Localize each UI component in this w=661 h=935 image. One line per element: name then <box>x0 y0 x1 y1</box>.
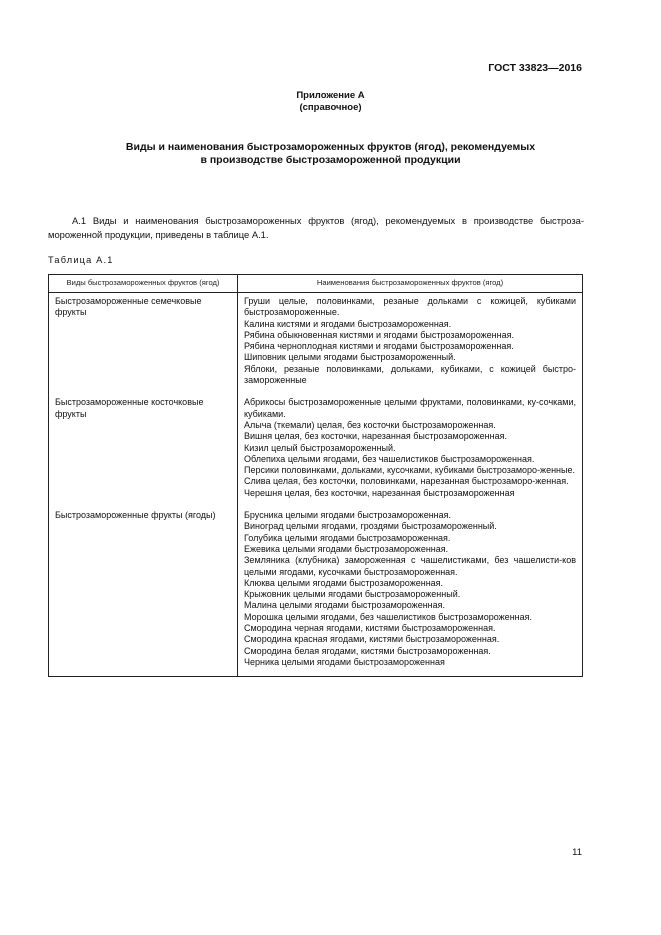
table-body <box>49 293 583 677</box>
fruit-name-entry: Виноград целыми ягодами, гроздями быстрозамороженный. <box>244 521 497 532</box>
column-header-types: Виды быстрозамороженных фруктов (ягод) <box>49 275 238 293</box>
appendix-title: Приложение А <box>296 90 365 101</box>
fruit-name-entry: Слива целая, без косточки, половинками, нарезанная быстрозаморо-женная. <box>244 476 569 487</box>
fruit-type-cell: Быстрозамороженные косточковые фрукты <box>49 394 238 507</box>
fruit-type-cell: Быстрозамороженные фрукты (ягоды) <box>49 507 238 677</box>
fruit-names-cell <box>238 293 583 395</box>
document-code: ГОСТ 33823—2016 <box>488 62 582 74</box>
fruit-name-entry: Малина целыми ягодами быстрозамороженная. <box>244 600 446 611</box>
fruit-name-entry: Черешня целая, без косточки, нарезанная быстрозамороженная <box>244 487 515 498</box>
fruit-name-entry: Облепиха целыми ягодами, без чашелистиков быстрозамороженная. <box>244 453 535 464</box>
intro-paragraph: А.1 Виды и наименования быстрозамороженных фруктов (ягод), рекомендуемых в производстве быстроза-мороженной продукции, приведены в таблице А.1. <box>48 215 584 240</box>
heading-line-1: Виды и наименования быстрозамороженных фруктов (ягод), рекомендуемых <box>125 141 536 153</box>
fruit-name-entry: Смородина черная ягодами, кистями быстрозамороженная. <box>244 623 496 634</box>
fruit-name-entry: Персики половинками, дольками, кусочками, кубиками быстрозаморо-женные. <box>244 465 576 476</box>
fruit-names-cell <box>238 507 583 677</box>
table-caption: Таблица А.1 <box>48 255 114 265</box>
table-row <box>49 507 583 677</box>
column-header-names: Наименования быстрозамороженных фруктов (ягод) <box>238 275 583 293</box>
page-number: 11 <box>572 847 582 858</box>
appendix-subtitle: (справочное) <box>299 102 362 113</box>
fruit-name-entry: Ежевика целыми ягодами быстрозамороженная. <box>244 543 449 554</box>
fruit-name-entry: Смородина красная ягодами, кистями быстрозамороженная. <box>244 634 500 645</box>
fruit-name-entry: Рябина обыкновенная кистями и ягодами быстрозамороженная. <box>244 329 514 340</box>
fruit-name-entry: Крыжовник целыми ягодами быстрозамороженный. <box>244 589 461 600</box>
section-heading <box>60 141 601 167</box>
fruit-type-cell: Быстрозамороженные семечковые фрукты <box>49 293 238 395</box>
fruit-name-entry: Алыча (ткемали) целая, без косточки быстрозамороженная. <box>244 419 496 430</box>
fruit-name-entry: Смородина белая ягодами, кистями быстрозамороженная. <box>244 645 491 656</box>
fruit-name-entry: Груши целые, половинками, резаные дольками с кожицей, кубиками быстрозамороженные. <box>244 296 576 318</box>
fruit-name-entry: Голубика целыми ягодами быстрозамороженная. <box>244 532 451 543</box>
fruit-name-entry: Вишня целая, без косточки, нарезанная быстрозамороженная. <box>244 431 507 442</box>
fruit-name-entry: Абрикосы быстрозамороженные целыми фруктами, половинками, ку-сочками, кубиками. <box>244 397 576 419</box>
fruit-name-entry: Морошка целыми ягодами, без чашелистиков быстрозамороженная. <box>244 611 533 622</box>
fruit-name-entry: Земляника (клубника) замороженная с чашелистиками, без чашелисти-ков целыми ягодами, кусочками быстрозамороженная. <box>244 555 576 577</box>
fruit-name-entry: Брусника целыми ягодами быстрозамороженная. <box>244 510 452 521</box>
table-row <box>49 293 583 395</box>
heading-line-2: в производстве быстрозамороженной продукции <box>200 154 461 166</box>
fruit-names-cell <box>238 394 583 507</box>
fruit-name-entry: Яблоки, резаные половинками, дольками, кубиками, с кожицей быстро-замороженные <box>244 363 576 386</box>
fruit-types-table <box>48 274 583 677</box>
table-row <box>49 394 583 507</box>
fruit-name-entry: Калина кистями и ягодами быстрозамороженная. <box>244 318 452 329</box>
fruit-name-entry: Шиповник целыми ягодами быстрозамороженный. <box>244 352 456 363</box>
table-header-row <box>49 275 583 293</box>
appendix-block <box>0 90 661 114</box>
fruit-name-entry: Рябина черноплодная кистями и ягодами быстрозамороженная. <box>244 341 514 352</box>
fruit-name-entry: Черника целыми ягодами быстрозамороженная <box>244 656 445 667</box>
fruit-name-entry: Кизил целый быстрозамороженный. <box>244 442 396 453</box>
fruit-name-entry: Клюква целыми ягодами быстрозамороженная. <box>244 577 444 588</box>
